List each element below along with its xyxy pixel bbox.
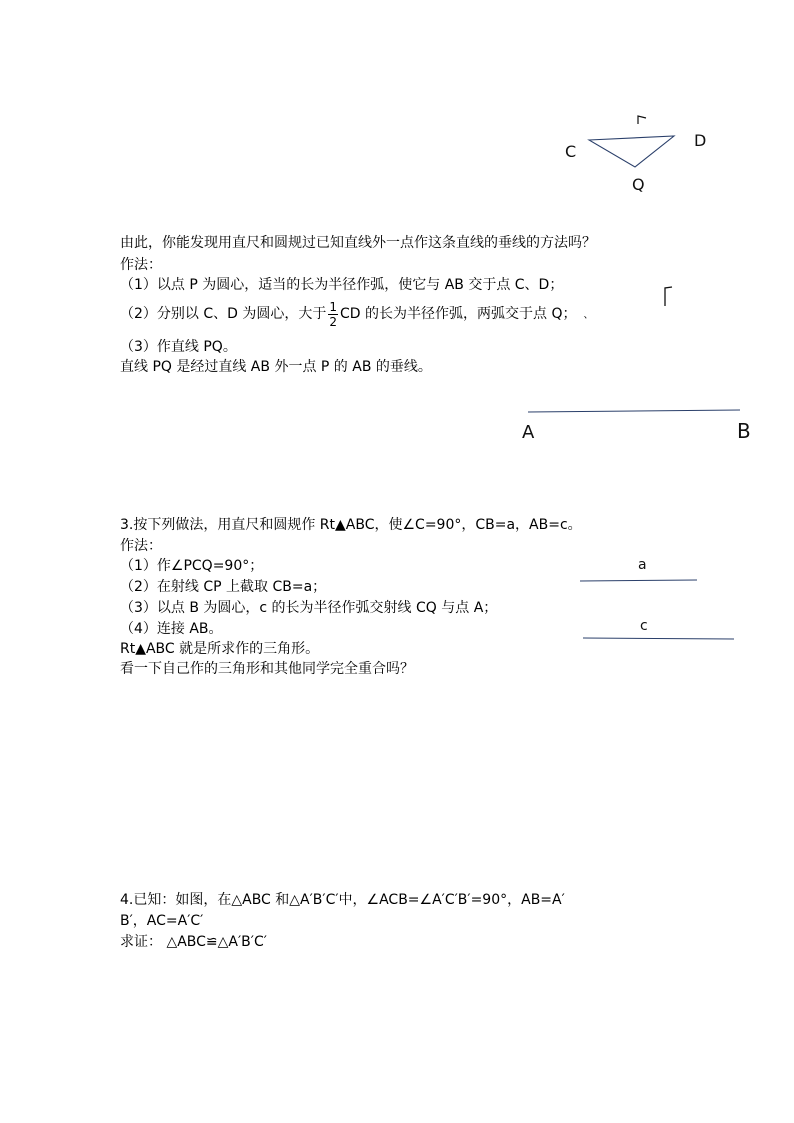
section3-step3: （3）以点 B 为圆心，c 的长为半径作弧交射线 CQ 与点 A；	[120, 600, 498, 616]
section3-step1: （1）作∠PCQ=90°；	[120, 558, 264, 574]
step2-stray-mark: 、	[583, 310, 594, 321]
line-ab-figure	[520, 400, 760, 444]
section2-method-label: 作法：	[120, 257, 162, 273]
segment-a-label: a	[638, 557, 647, 573]
top-triangle-figure	[560, 112, 720, 202]
section3-result: Rt▲ABC 就是所求作的三角形。	[120, 641, 320, 657]
fraction-denominator: 2	[329, 314, 338, 329]
segment-c-label: c	[640, 618, 648, 634]
point-p-figure	[660, 284, 680, 310]
section4-prove: 求证： △ABC≌△A′B′C′	[120, 934, 267, 950]
label-b: B	[737, 419, 751, 443]
section4-given-line1: 4.已知：如图，在△ABC 和△A′B′C′中，∠ACB=∠A′C′B′=90°，AB=A′	[120, 892, 565, 908]
section2-step1: （1）以点 P 为圆心，适当的长为半径作弧，使它与 AB 交于点 C、D；	[120, 277, 564, 293]
section3-method-label: 作法：	[120, 538, 162, 554]
section4-given-line2: B′，AC=A′C′	[120, 913, 204, 929]
section2-conclusion: 直线 PQ 是经过直线 AB 外一点 P 的 AB 的垂线。	[120, 359, 432, 375]
section3-step2: （2）在射线 CP 上截取 CB=a；	[120, 579, 327, 595]
section2-step2	[120, 296, 594, 334]
label-q: Q	[632, 175, 645, 194]
section3-question: 看一下自己作的三角形和其他同学完全重合吗？	[120, 661, 414, 677]
section3-title: 3.按下列做法，用直尺和圆规作 Rt▲ABC，使∠C=90°，CB=a，AB=c。	[120, 517, 582, 533]
line-ab	[528, 410, 740, 412]
fraction-one-half	[328, 300, 338, 329]
point-p-mark	[638, 116, 646, 124]
section2-question: 由此，你能发现用直尺和圆规过已知直线外一点作这条直线的垂线的方法吗？	[120, 235, 596, 251]
section3-step4: （4）连接 AB。	[120, 621, 223, 637]
label-d: D	[694, 131, 707, 150]
segment-a	[580, 580, 697, 581]
label-c: C	[565, 142, 577, 161]
label-a: A	[522, 422, 535, 443]
step2-text-pre: （2）分别以 C、D 为圆心，大于	[120, 306, 327, 322]
step2-text-post: CD 的长为半径作弧，两弧交于点 Q；	[340, 306, 570, 322]
fraction-numerator: 1	[329, 299, 338, 314]
segment-c	[583, 638, 734, 639]
point-p-stroke	[665, 287, 672, 306]
segments-a-c-figure	[576, 552, 746, 648]
section2-step3: （3）作直线 PQ。	[120, 339, 237, 355]
triangle-cdq	[589, 136, 674, 167]
